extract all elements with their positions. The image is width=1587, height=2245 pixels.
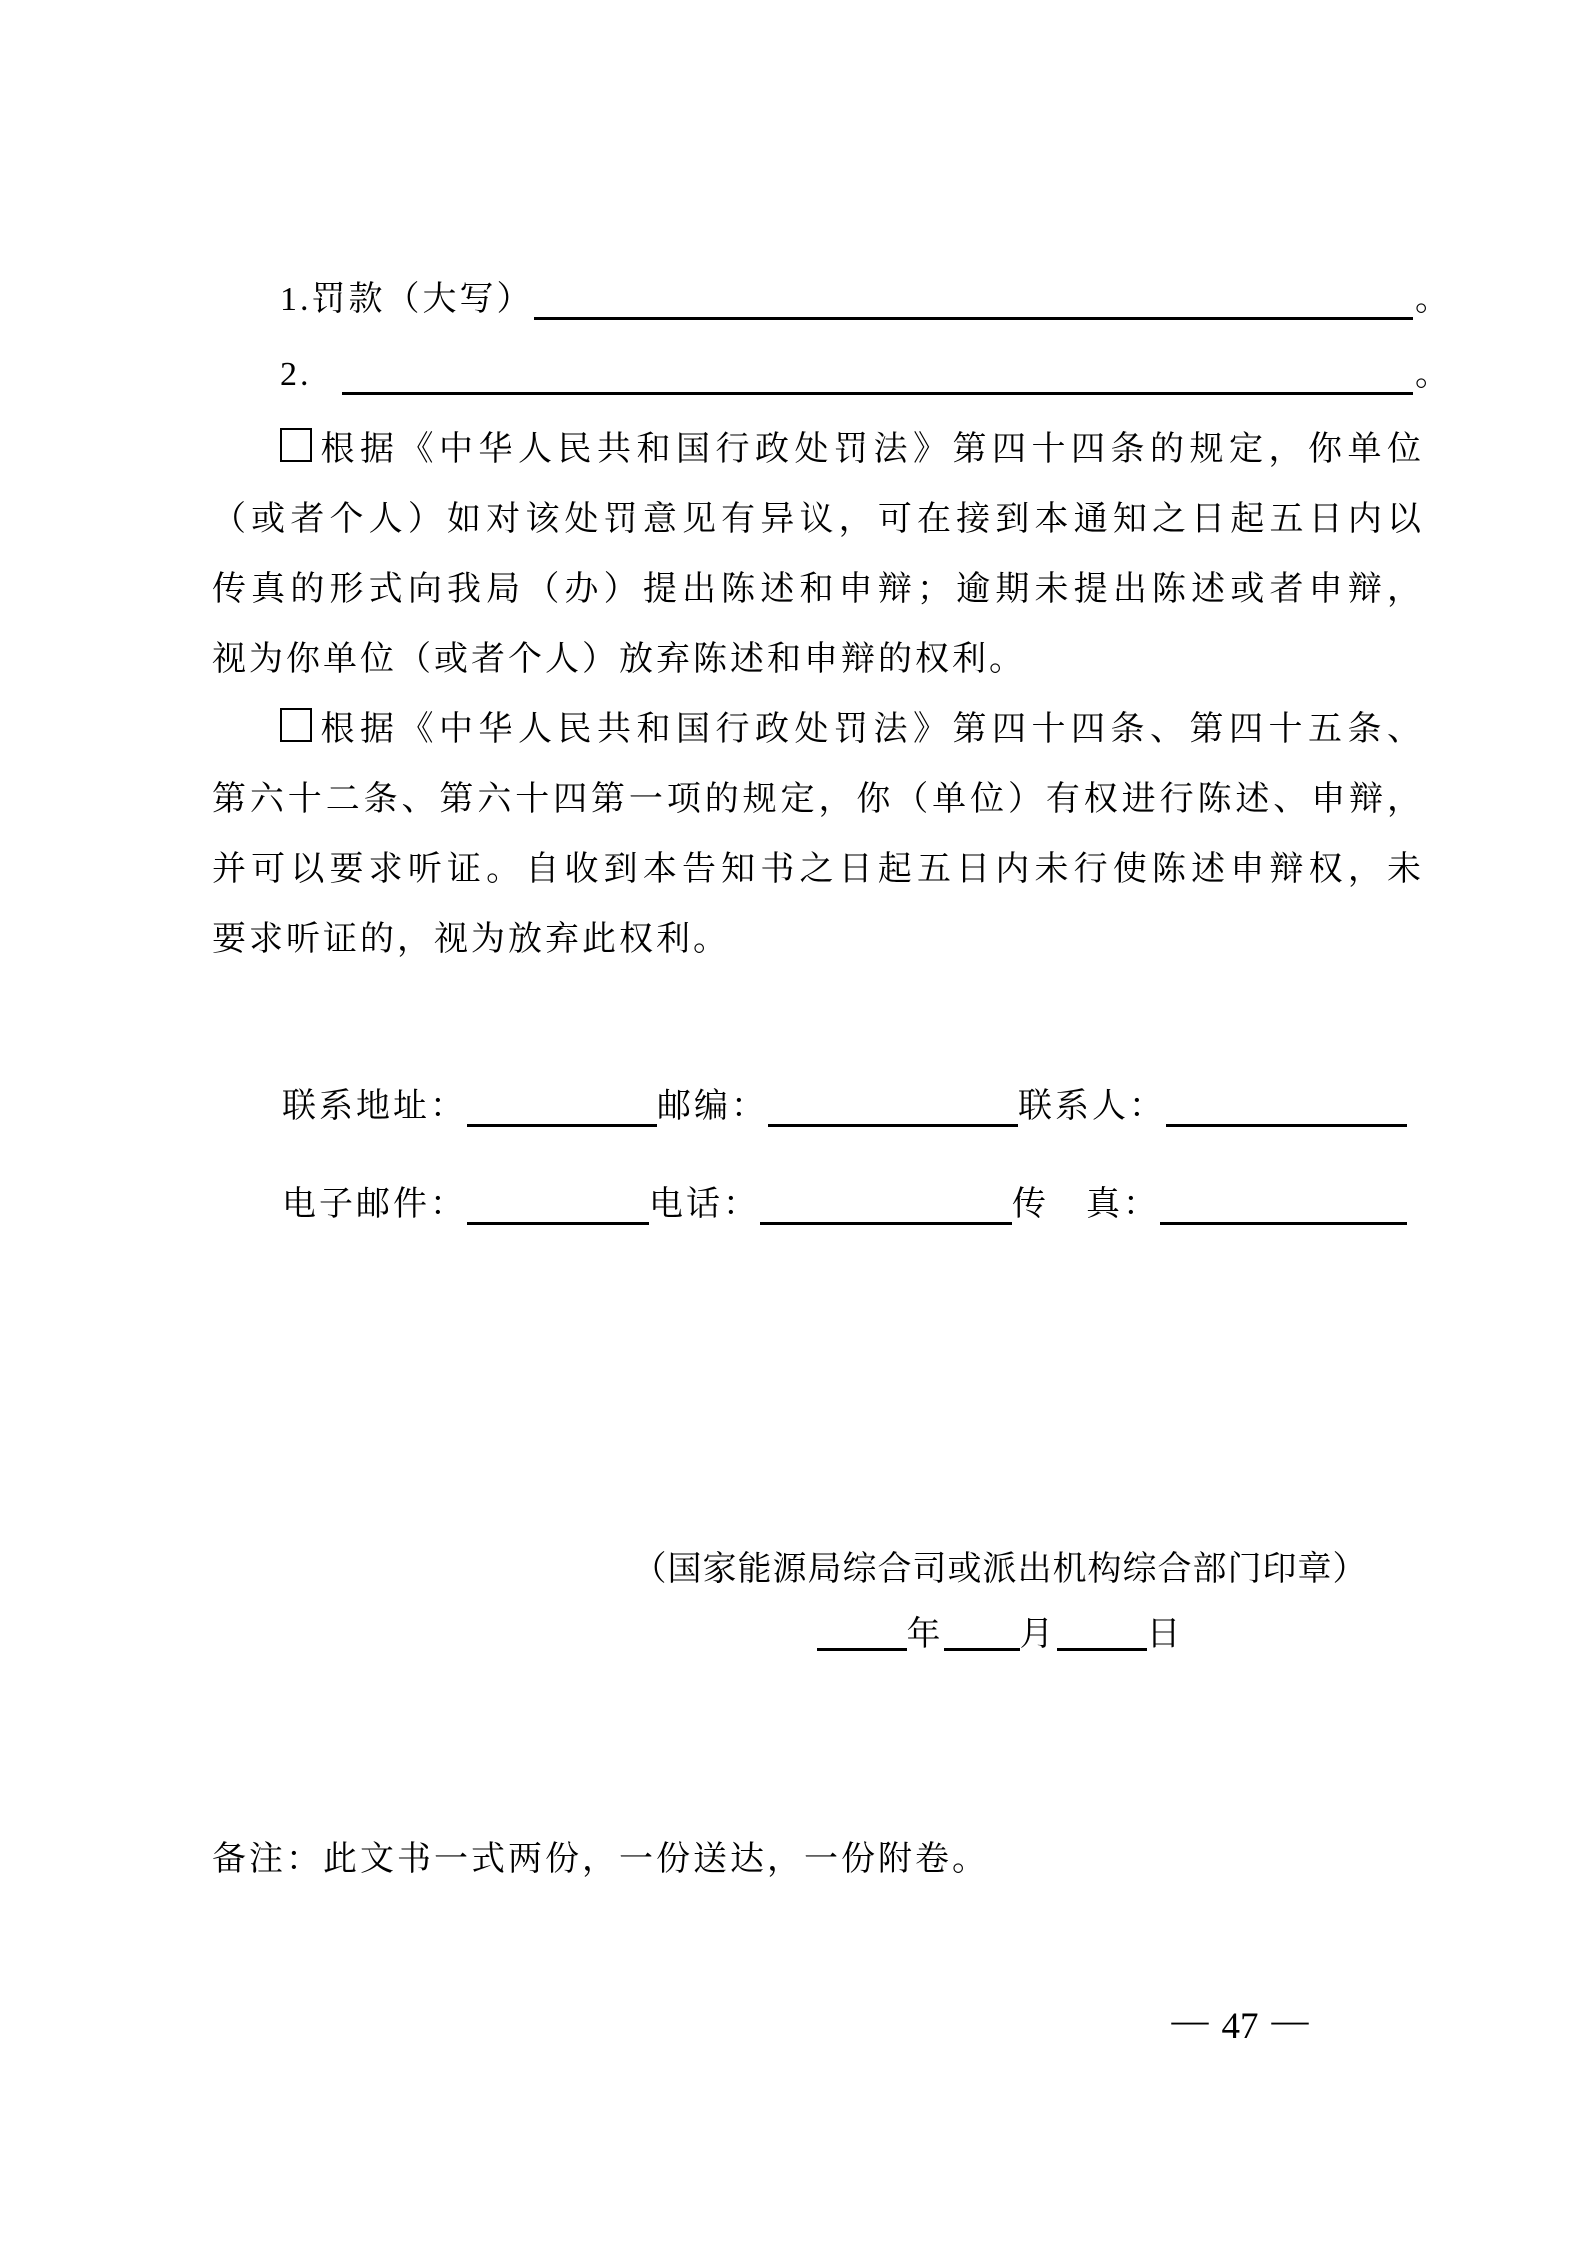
phone-blank <box>760 1222 1012 1225</box>
year-blank <box>817 1608 907 1651</box>
statement-option-2 <box>212 695 1424 975</box>
page-number-dash-right: — <box>1271 2000 1309 2041</box>
statement-option-2-line-3: 并可以要求听证。自收到本告知书之日起五日内未行使陈述申辩权，未 <box>212 851 1424 888</box>
statement-option-1 <box>212 415 1424 695</box>
contact-row-2 <box>212 1170 1407 1240</box>
note-line: 备注：此文书一式两份，一份送达，一份附卷。 <box>212 1841 989 1878</box>
penalty-item-2 <box>212 340 1452 410</box>
postcode-blank <box>768 1124 1018 1127</box>
contact-person-label: 联系人： <box>1018 1088 1166 1125</box>
fine-amount-period: 。 <box>1415 281 1452 318</box>
fax-blank <box>1160 1222 1407 1225</box>
statement-option-1-line-2: （或者个人）如对该处罚意见有异议，可在接到本通知之日起五日内以 <box>212 501 1424 538</box>
month-label: 月 <box>1019 1616 1057 1653</box>
statement-option-1-line-1 <box>212 415 1424 485</box>
statement-option-1-text-1: 根据《中华人民共和国行政处罚法》第四十四条的规定，你单位 <box>318 431 1424 468</box>
month-blank <box>944 1608 1020 1651</box>
seal-caption: （国家能源局综合司或派出机构综合部门印章） <box>632 1551 1368 1588</box>
fax-label: 传 真： <box>1012 1186 1160 1223</box>
penalty-item-2-period: 。 <box>1415 356 1452 393</box>
statement-option-1-line-3: 传真的形式向我局（办）提出陈述和申辩；逾期未提出陈述或者申辩， <box>212 571 1424 608</box>
contact-person-blank <box>1166 1124 1407 1127</box>
checkbox-icon <box>280 708 312 742</box>
postcode-label: 邮编： <box>657 1088 768 1125</box>
page-number <box>1090 1992 1390 2062</box>
fine-amount-blank <box>534 317 1414 320</box>
email-label: 电子邮件： <box>282 1186 467 1223</box>
page-number-dash-left: — <box>1171 2000 1209 2041</box>
email-blank <box>467 1222 649 1225</box>
date-line <box>600 1600 1400 1670</box>
statement-option-2-text-1: 根据《中华人民共和国行政处罚法》第四十四条、第四十五条、 <box>318 711 1424 748</box>
page-number-value: 47 <box>1221 2006 1259 2047</box>
penalty-item-2-label: 2. <box>280 356 312 393</box>
checkbox-icon <box>280 428 312 462</box>
phone-label: 电话： <box>649 1186 760 1223</box>
year-label: 年 <box>906 1616 944 1653</box>
fine-amount-item <box>212 265 1452 335</box>
contact-address-label: 联系地址： <box>282 1088 467 1125</box>
statement-option-2-line-1 <box>212 695 1424 765</box>
contact-row-1 <box>212 1072 1407 1142</box>
day-blank <box>1057 1608 1147 1651</box>
statement-option-2-line-2: 第六十二条、第六十四第一项的规定，你（单位）有权进行陈述、申辩， <box>212 781 1424 818</box>
statement-option-2-line-4: 要求听证的，视为放弃此权利。 <box>212 921 730 958</box>
fine-amount-label: 1.罚款（大写） <box>280 281 534 318</box>
penalty-item-2-blank <box>342 392 1414 395</box>
day-label: 日 <box>1146 1616 1184 1653</box>
contact-address-blank <box>467 1124 657 1127</box>
statement-option-1-line-4: 视为你单位（或者个人）放弃陈述和申辩的权利。 <box>212 641 1026 678</box>
